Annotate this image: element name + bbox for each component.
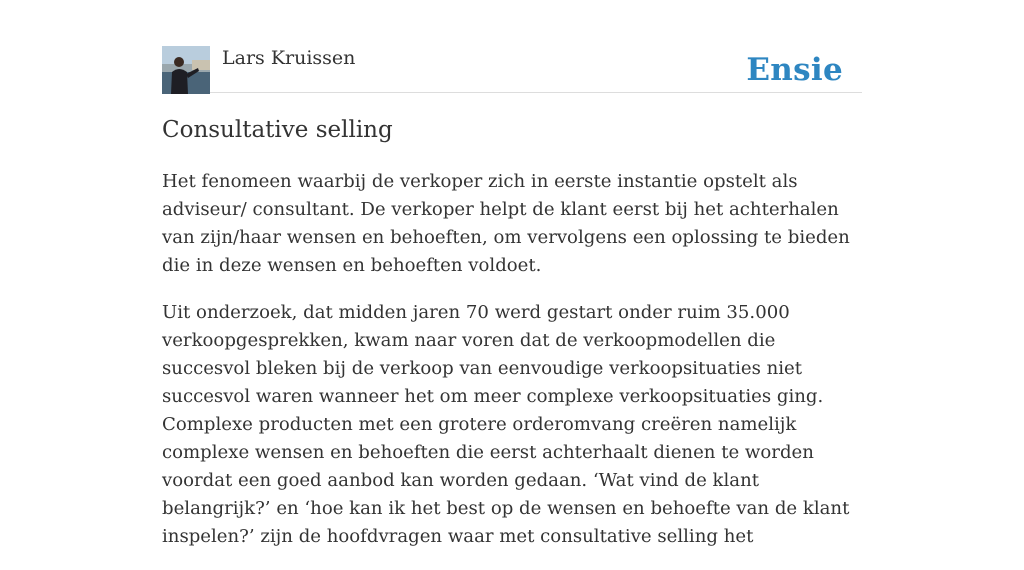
article-title: Consultative selling [162,117,393,143]
article-paragraph: Uit onderzoek, dat midden jaren 70 werd gestart onder ruim 35.000 verkoopgesprekken, kwam naar voren dat de verkoopmodellen die succesvol bleken bij de verkoop van eenvoudige verkoopsituaties niet succesvol waren wanneer het om meer complexe verkoopsituaties ging. Complexe producten met een grotere orderomvang creëren namelijk complexe wensen en behoeften die eerst achterhaalt dienen te worden voordat een goed aanbod kan worden gedaan. ‘Wat vind de klant belangrijk?’ en ‘hoe kan ik het best op de wensen en behoefte van de klant inspelen?’ zijn de hoofdvragen waar met consultative selling het [162,302,850,547]
article-body [162,168,864,570]
avatar-photo [162,46,210,94]
header [162,46,862,93]
author-name[interactable]: Lars Kruissen [222,47,356,69]
article-paragraph: Het fenomeen waarbij de verkoper zich in eerste instantie opstelt als adviseur/ consultant. De verkoper helpt de klant eerst bij het achterhalen van zijn/haar wensen en behoeften, om vervolgens een oplossing te bieden die in deze wensen en behoeften voldoet. [162,171,850,276]
ensie-logo[interactable]: Ensie [746,52,843,88]
author-avatar[interactable] [162,46,210,94]
